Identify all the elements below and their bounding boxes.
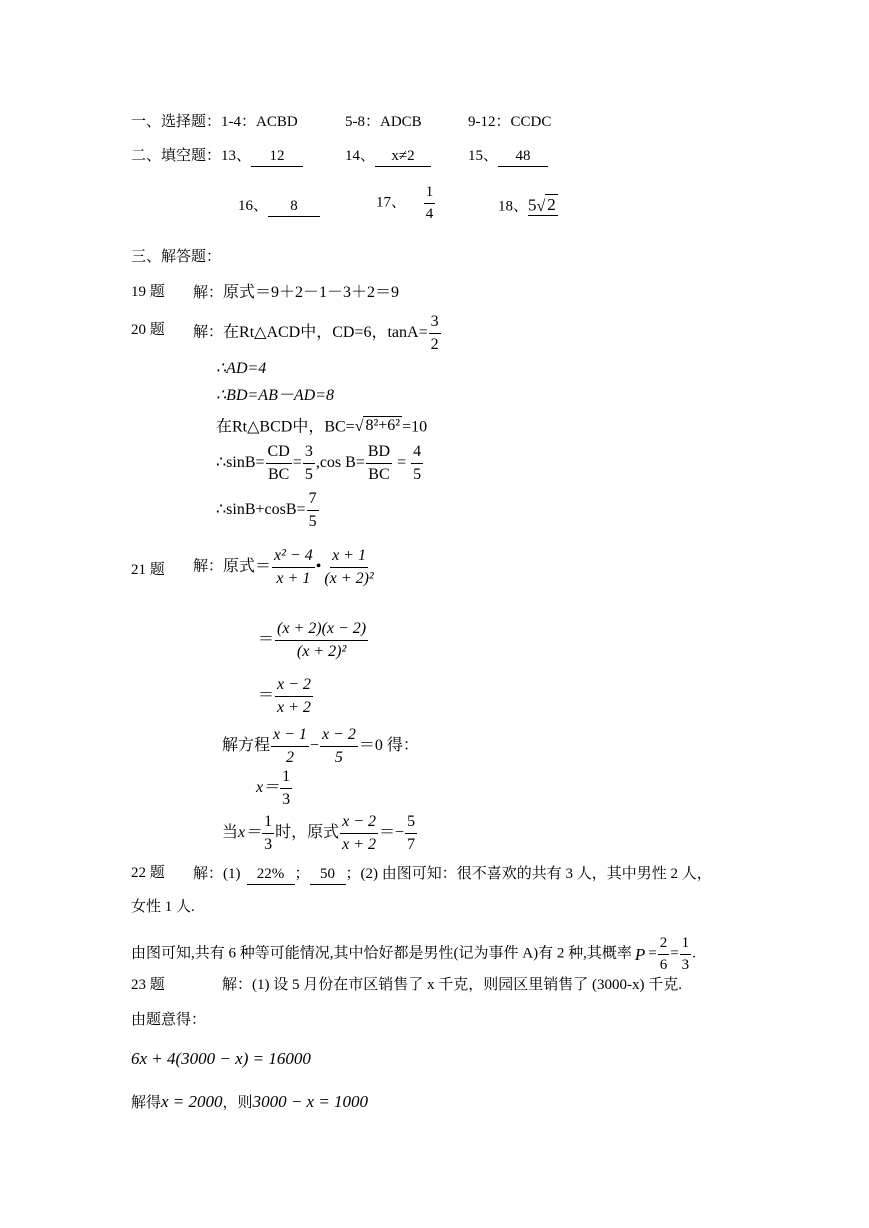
sqrt-symbol: √ 8²+6²	[354, 417, 401, 436]
text: x＝	[256, 779, 280, 797]
q15	[468, 148, 548, 167]
equals: ＝	[258, 687, 275, 705]
q16-label: 16、	[238, 198, 269, 214]
q15-label: 15、	[468, 148, 499, 164]
result: =10	[402, 418, 428, 436]
fraction	[271, 726, 309, 766]
fraction	[266, 443, 292, 483]
problem-21-line6	[222, 813, 418, 853]
numerator: BD	[366, 443, 392, 464]
answer-1-4: 1-4：ACBD	[221, 114, 298, 130]
numerator: 3	[429, 313, 441, 334]
numerator: x − 2	[275, 676, 313, 697]
q14-label: 14、	[345, 148, 376, 164]
numerator: 1	[262, 813, 274, 834]
fraction	[307, 490, 319, 530]
problem-22-line1	[193, 866, 712, 885]
problem-20-line2: ∴AD=4	[216, 360, 267, 377]
problem-21-line2	[258, 620, 369, 660]
text: 在Rt△BCD中，BC=	[216, 418, 355, 436]
problem-21-label: 21 题	[131, 562, 165, 578]
problem-23-line2: 由题意得：	[131, 1012, 207, 1028]
solution-x: x = 2000	[161, 1092, 223, 1111]
q17	[376, 184, 436, 222]
fraction	[320, 726, 358, 766]
radicand: 8²+6²	[365, 417, 401, 434]
denominator: BC	[267, 465, 290, 483]
denominator: 5	[413, 465, 422, 483]
fraction	[262, 813, 274, 853]
problem-23-equation: 6x + 4(3000 − x) = 16000	[131, 1049, 311, 1068]
sqrt-symbol: √ 2	[536, 195, 556, 215]
fraction	[275, 676, 313, 716]
probability-symbol: P	[634, 944, 646, 964]
text: 解得	[131, 1095, 162, 1111]
fraction	[272, 547, 315, 587]
fraction	[280, 768, 292, 808]
problem-20-label: 20 题	[131, 322, 165, 338]
equals-minus: ＝−	[379, 824, 405, 842]
text: ∴sinB+cosB=	[216, 501, 306, 519]
answer-22-1b: 50	[310, 866, 346, 885]
problem-22-label: 22 题	[131, 865, 165, 881]
problem-20-line3: ∴BD=AB－AD=8	[216, 387, 334, 404]
period: .	[692, 945, 696, 962]
fraction	[411, 443, 423, 483]
problem-23-solution	[131, 1093, 368, 1111]
fraction-denominator: 4	[425, 205, 434, 222]
denominator: BC	[368, 465, 390, 483]
expression: 原式＝9＋2－1－3＋2＝9	[223, 284, 400, 301]
numerator: x + 1	[330, 547, 368, 568]
solution-prefix: 解：	[193, 324, 224, 341]
section-fill	[131, 148, 303, 167]
numerator: CD	[266, 443, 292, 464]
answer-18	[528, 194, 558, 216]
numerator: x − 2	[320, 726, 358, 747]
fraction	[405, 813, 417, 853]
fraction-numerator: 1	[424, 184, 436, 204]
fraction	[366, 443, 392, 483]
q18	[498, 194, 558, 216]
numerator: 7	[307, 490, 319, 511]
text: 在Rt△ACD中，CD=6，tanA=	[223, 324, 428, 342]
problem-19-body	[193, 285, 399, 301]
q18-label: 18、	[498, 198, 529, 215]
denominator: 6	[659, 956, 668, 973]
fraction	[340, 813, 378, 853]
numerator: (x + 2)(x − 2)	[275, 620, 368, 641]
answer-22-1a: 22%	[247, 866, 295, 885]
numerator: 3	[303, 443, 315, 464]
radicand: 2	[547, 195, 556, 214]
numerator: x² − 4	[272, 547, 315, 568]
minus: −	[309, 737, 319, 755]
numerator: 5	[405, 813, 417, 834]
solution-remainder: 3000 − x = 1000	[252, 1092, 369, 1111]
denominator: (x + 2)²	[324, 569, 374, 587]
equals: =	[397, 454, 407, 472]
denominator: 2	[285, 748, 294, 766]
text: x＝	[238, 824, 262, 842]
problem-21-line3	[258, 676, 314, 716]
problem-20-line4	[216, 416, 427, 435]
numerator: 1	[680, 935, 692, 955]
section-label: 二、填空题：	[131, 148, 222, 164]
problem-22-line3: 由图可知,共有 6 种等可能情况,其中恰好都是男性(记为事件 A)有 2 种,其概率 P = $\frac{2}{6}$ = $\frac{1}{3}$ .	[131, 935, 696, 973]
section-solve: 三、解答题：	[131, 249, 222, 265]
fraction	[303, 443, 315, 483]
numerator: 1	[280, 768, 292, 789]
q17-label: 17、	[376, 194, 407, 211]
solution-prefix: 解：	[193, 558, 224, 575]
q13-label: 13、	[221, 148, 252, 164]
text: 由图可知,共有 6 种等可能情况,其中恰好都是男性(记为事件 A)有 2 种,其概率	[131, 945, 632, 962]
numerator: x − 2	[340, 813, 378, 834]
denominator: 5	[304, 465, 313, 483]
q14	[345, 148, 431, 167]
equals: =	[292, 454, 302, 472]
text: ,cos B=	[315, 454, 365, 472]
problem-19-label: 19 题	[131, 284, 165, 300]
denominator: (x + 2)²	[296, 642, 347, 660]
denominator: x + 2	[342, 835, 377, 853]
answer-16: 8	[268, 198, 320, 217]
fraction	[322, 547, 375, 587]
denominator: 3	[282, 790, 291, 808]
denominator: 3	[681, 956, 690, 973]
answer-15: 48	[498, 148, 548, 167]
section-label: 一、选择题：	[131, 114, 222, 130]
fraction	[429, 313, 441, 353]
answer-9-12: 9-12：CCDC	[468, 114, 552, 130]
text: 当	[222, 824, 239, 842]
equals: ＝	[258, 631, 275, 649]
fraction	[275, 620, 368, 660]
q16	[238, 198, 320, 217]
section-choice	[131, 115, 298, 130]
denominator: 2	[430, 335, 439, 353]
answer-13: 12	[251, 148, 303, 167]
text: ；(2) 由图可知：很不喜欢的共有 3 人，其中男性 2 人，	[345, 866, 712, 882]
solution-prefix: 解：(1)	[193, 866, 241, 882]
numerator: 2	[658, 935, 670, 955]
text: ＝0 得：	[358, 737, 419, 755]
text: 时，原式	[275, 824, 340, 842]
denominator: x + 2	[277, 698, 311, 716]
text: ∴sinB=	[216, 454, 265, 472]
answer-17-fraction	[424, 184, 436, 222]
denominator: 3	[264, 835, 273, 853]
problem-22-line2: 女性 1 人.	[131, 899, 195, 915]
problem-23-label: 23 题	[131, 977, 165, 993]
answer-14: x≠2	[375, 148, 431, 167]
solution-prefix: 解：	[193, 285, 224, 301]
denominator: 5	[308, 512, 317, 530]
problem-20-line5	[216, 443, 424, 483]
separator: ；	[294, 866, 310, 882]
problem-20-line1	[193, 313, 442, 353]
problem-21-line4	[222, 726, 419, 766]
fraction	[680, 935, 692, 973]
text: 原式＝	[223, 558, 272, 576]
denominator: 7	[407, 835, 416, 853]
times-dot: •	[315, 558, 322, 576]
fraction	[658, 935, 670, 973]
numerator: 4	[411, 443, 423, 464]
problem-20-line6	[216, 490, 320, 530]
coefficient: 5	[528, 195, 537, 215]
problem-21-line1	[193, 547, 377, 587]
problem-23-line1: 解：(1) 设 5 月份在市区销售了 x 千克，则园区里销售了 (3000-x) 千克.	[222, 977, 682, 993]
answer-5-8: 5-8：ADCB	[345, 114, 422, 130]
denominator: x + 1	[276, 569, 311, 587]
denominator: 5	[334, 748, 343, 766]
text: ，则	[222, 1095, 253, 1111]
text: 解方程	[222, 737, 271, 755]
problem-21-line5	[256, 768, 293, 808]
numerator: x − 1	[271, 726, 309, 747]
